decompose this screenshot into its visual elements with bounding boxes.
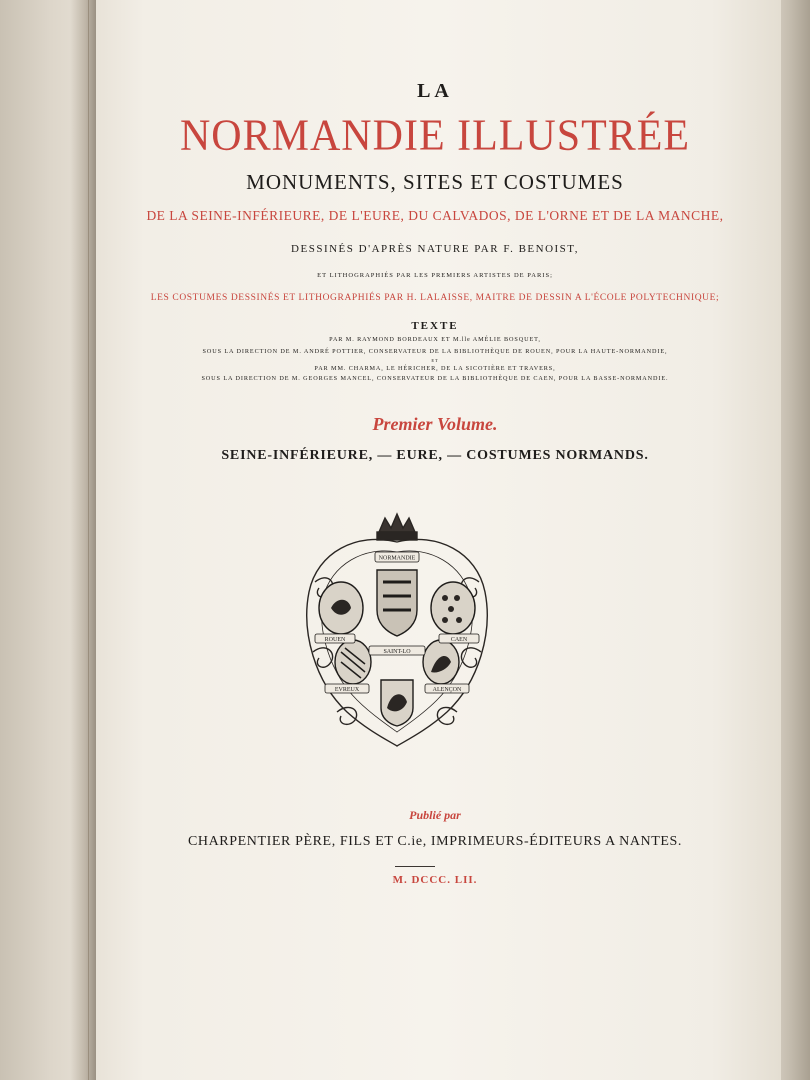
book-subtitle: MONUMENTS, SITES ET COSTUMES: [246, 170, 624, 194]
crest-lower-left-ribbon-text: EVREUX: [334, 687, 360, 693]
crest-left-ribbon-text: ROUEN: [324, 637, 346, 643]
authors-line-2: SOUS LA DIRECTION DE M. ANDRÉ POTTIER, CONSERVATEUR DE LA BIBLIOTHÈQUE DE ROUEN, POUR LA HAUTE-NORMANDIE,: [202, 348, 668, 355]
authors-line-4: SOUS LA DIRECTION DE M. GEORGES MANCEL, CONSERVATEUR DE LA BIBLIOTHÈQUE DE CAEN, POUR LA BASSE-NORMANDIE.: [201, 375, 669, 382]
title-page: [88, 0, 781, 1080]
crest-right-ribbon-text: CAEN: [450, 637, 468, 643]
lithographed-line: ET LITHOGRAPHIÉS PAR LES PREMIERS ARTISTES DE PARIS;: [317, 272, 553, 279]
publication-year: M. DCCC. LII.: [392, 874, 478, 886]
crest-center-ribbon-text: SAINT-LO: [383, 649, 411, 655]
volume-label: Premier Volume.: [372, 414, 498, 434]
crest-lower-right-ribbon-text: ALENÇON: [432, 687, 462, 693]
published-by-label: Publié par: [409, 808, 461, 822]
spine-shadow: [70, 0, 96, 1080]
title-article: LA: [417, 80, 453, 102]
regions-line: DE LA SEINE-INFÉRIEURE, DE L'EURE, DU CALVADOS, DE L'ORNE ET DE LA MANCHE,: [146, 208, 724, 223]
crest-banner-text: NORMANDIE: [378, 555, 416, 562]
volume-contents: SEINE-INFÉRIEURE, — EURE, — COSTUMES NORMANDS.: [221, 448, 649, 463]
drawn-by-line: DESSINÉS D'APRÈS NATURE PAR F. BENOIST,: [291, 243, 579, 255]
authors-line-1: PAR M. RAYMOND BORDEAUX ET M.lle AMÉLIE BOSQUET,: [329, 336, 541, 343]
divider-rule: [395, 866, 435, 867]
costumes-line: LES COSTUMES DESSINÉS ET LITHOGRAPHIÉS PAR H. LALAISSE, MAITRE DE DESSIN A L'ÉCOLE POLYTECHNIQUE;: [150, 293, 720, 303]
normandy-coat-of-arms: [297, 512, 497, 748]
printer-line: CHARPENTIER PÈRE, FILS ET C.ie, IMPRIMEURS-ÉDITEURS A NANTES.: [187, 834, 683, 849]
book-title: NORMANDIE ILLUSTRÉE: [179, 111, 691, 161]
texte-heading: TEXTE: [411, 320, 459, 332]
authors-line-3: PAR MM. CHARMA, LE HÉRICHER, DE LA SICOTIÈRE ET TRAVERS,: [314, 365, 556, 372]
authors-conjunction: ET: [431, 358, 439, 363]
